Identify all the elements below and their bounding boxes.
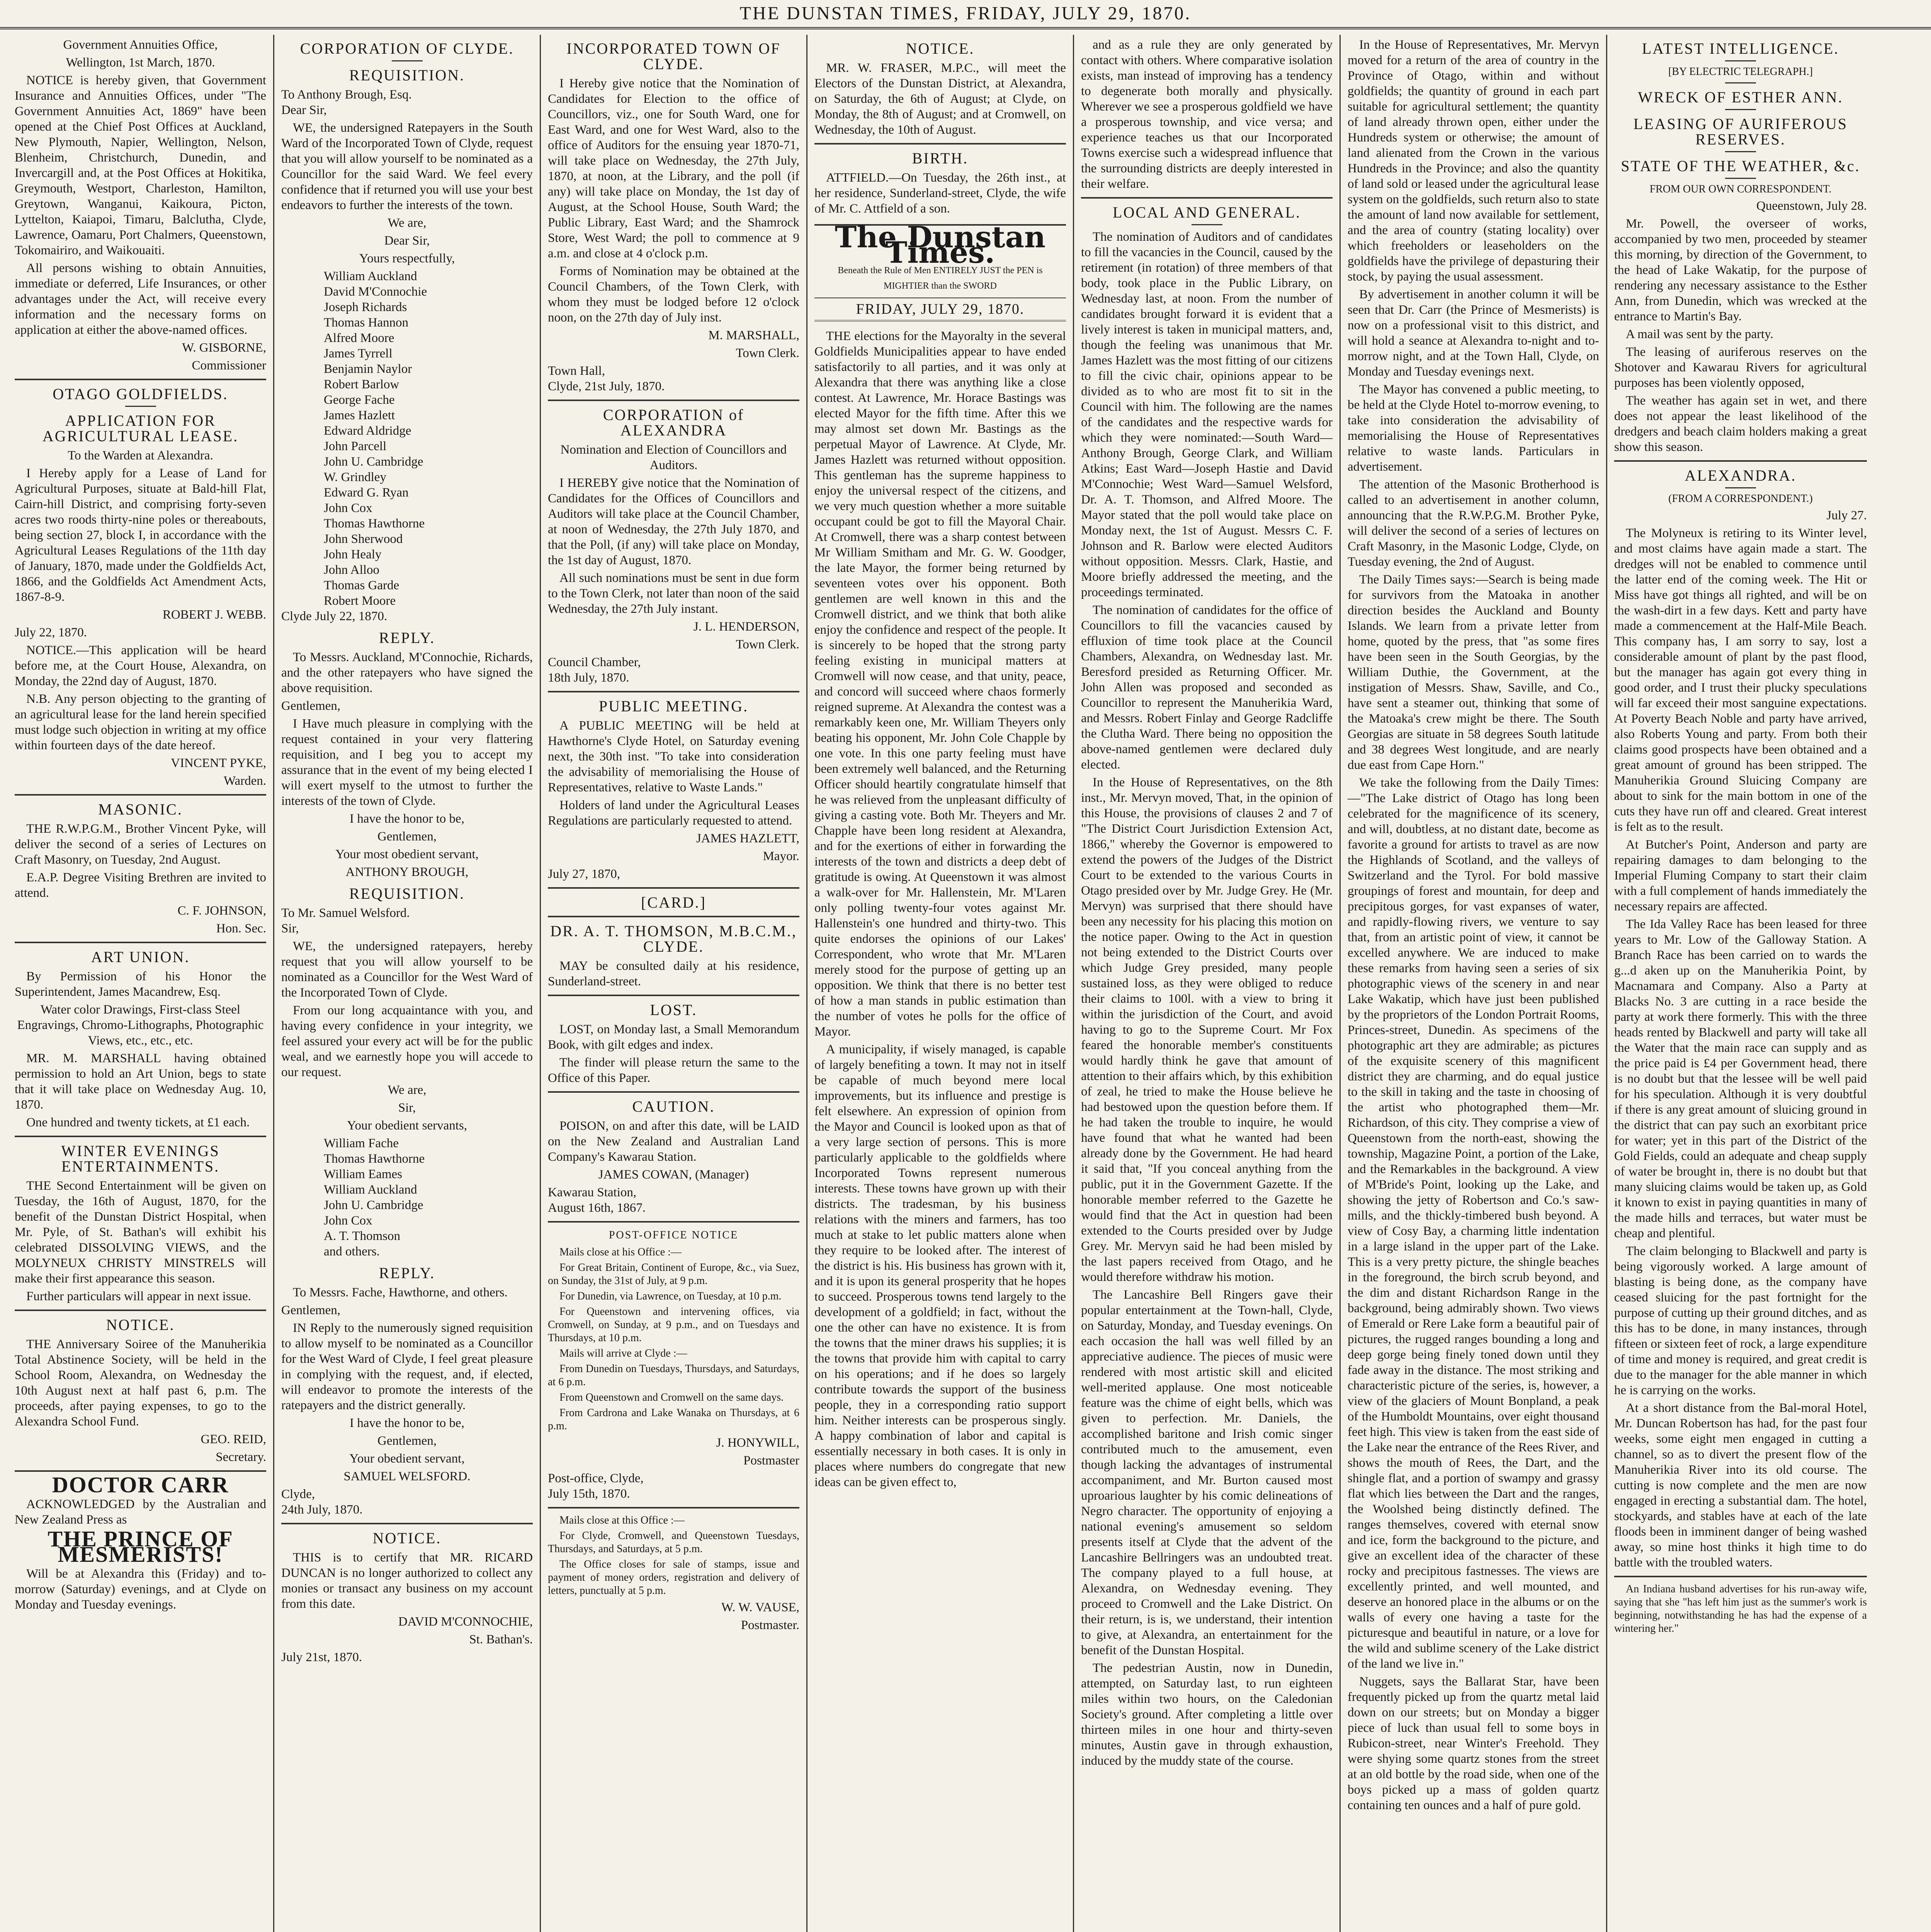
separator xyxy=(15,1470,266,1472)
news-paragraph: The attention of the Masonic Brotherhood is called to an advertisement in another column, announcing that the R.W.P.G.M. Brother Pyke, will deliver the second of a series of lectures on Craft Masonry, in the Masonic Lodge, Clyde, on Tuesday evening, the 2nd of August. xyxy=(1348,478,1599,569)
separator xyxy=(548,916,799,917)
ad-place: Town Hall, xyxy=(548,364,605,378)
signatory-name: George Fache xyxy=(324,393,395,407)
ad-closing: Your most obedient servant, xyxy=(335,847,479,861)
signatory-name: David M'Connochie xyxy=(324,285,427,299)
ad-signature: W. GISBORNE, xyxy=(182,341,266,355)
ad-body: POISON, on and after this date, will be LAID on the New Zealand and Australian Land Company's Kawarau Station. xyxy=(548,1119,799,1164)
news-paragraph: At Butcher's Point, Anderson and party are repairing damages to dam belonging to the Imperial Fluming Company to start their claim with a full complement of hands immediately the necessary repairs are affected. xyxy=(1614,838,1867,913)
ad-body: Further particulars will appear in next issue. xyxy=(26,1289,251,1303)
signatory-name: William Eames xyxy=(324,1167,403,1181)
signatory-name: William Fache xyxy=(324,1136,399,1150)
post-office-line: For Great Britain, Continent of Europe, &c., via Suez, on Sunday, the 31st of July, at 9 p.m. xyxy=(548,1262,799,1287)
short-rule xyxy=(392,60,423,61)
ad-closing: Gentlemen, xyxy=(377,830,437,844)
separator xyxy=(1614,1576,1867,1577)
columns xyxy=(8,35,1923,1932)
ad-address: To Messrs. Fache, Hawthorne, and others. xyxy=(293,1286,508,1299)
separator xyxy=(15,379,266,380)
ad-body: IN Reply to the numerously signed requisition to allow myself to be nominated as a Councillor for the West Ward of Clyde, I feel great pleasure in complying with the request, and, if elected, will endeavor to promote the interests of the ratepayers and the district generally. xyxy=(281,1321,533,1412)
news-paragraph: The leasing of auriferous reserves on the Shotover and Kawarau Rivers for agricultural purposes has been violently opposed, xyxy=(1614,345,1867,390)
article-paragraph: THE elections for the Mayoralty in the several Goldfields Municipalities appear to have ended satisfactorily to all parties, and it was only at Alexandra that there was anything like a close contest. At Lawrence, Mr. Horace Bastings was elected Mayor for the fifth time. After this we may almost set down Mr. Bastings as the perpetual Mayor of Lawrence. At Clyde, Mr. James Hazlett was returned without opposition. This gentleman has the supreme happiness to enjoy the universal respect of the citizens, and we very much question whether a more suitable occupant could be got to fill the Mayoral Chair. At Cromwell, there was a sharp contest between Mr William Smitham and Mr. G. W. Goodger, the late Mayor, the former being returned by seventeen votes over his opponent. Both gentlemen are well known in this and the Cromwell district, and we think that both alike enjoy the confidence and respect of the people. It is sincerely to be hoped that the strong party feeling existing in municipal matters at Cromwell will now cease, and that unity, peace, and concord will succeed where chaos formerly reigned supreme. At Alexandra the contest was a remarkably keen one, Mr. William Theyers only beating his opponent, Mr. John Cole Chapple by one vote. In this one party feeling must have been extremely well balanced, and the Returning Officer should heartily congratulate himself that he was relieved from the unpleasant difficulty of giving a casting vote. Both Mr. Theyers and Mr. Chapple have been long resident at Alexandra, and for the exertions of either in forwarding the interests of the town and districts a deep debt of gratitude is owing. At Queenstown it was almost a walk-over for Mr. Hallenstein, Mr. M'Laren only polling twenty-four votes against Mr. Hallenstein's one hundred and thirty-two. This quite endorses the opinions of our Lakes' Correspondent, who wrote that Mr. M'Laren merely stood for the purpose of getting up an opposition. We think that there is no better test of how a man stands in public estimation than the number of votes he polls for the office of Mayor. xyxy=(814,329,1066,1039)
page-header: THE DUNSTAN TIMES, FRIDAY, JULY 29, 1870. xyxy=(0,0,1931,29)
post-office-line: Mails close at his Office :— xyxy=(559,1246,682,1258)
ad-closing: We are, xyxy=(388,1083,427,1097)
ad-closing: Gentlemen, xyxy=(377,1434,437,1448)
editorial-article xyxy=(814,328,1066,1490)
ad-signature-title: Postmaster. xyxy=(741,1618,799,1632)
ad-closing: Sir, xyxy=(398,1101,416,1115)
section-heading: BIRTH. xyxy=(912,150,969,167)
separator xyxy=(548,995,799,996)
column-3 xyxy=(541,35,807,1932)
signatory-name: W. Grindley xyxy=(324,470,386,484)
ad-body: THIS is to certify that MR. RICARD DUNCAN is no longer authorized to collect any monies or transact any business on my account from this date. xyxy=(281,1551,533,1611)
ad-heading: Government Annuities Office, xyxy=(63,38,218,52)
short-rule xyxy=(1192,224,1222,225)
ad-body: Holders of land under the Agricultural Leases Regulations are particularly requested to attend. xyxy=(548,798,799,828)
signatory-name: Robert Barlow xyxy=(324,378,399,391)
ad-signature: DAVID M'CONNOCHIE, xyxy=(398,1615,533,1629)
local-news xyxy=(1081,229,1333,1769)
ad-signature-title: Hon. Sec. xyxy=(216,922,266,935)
section-heading: CAUTION. xyxy=(632,1098,715,1115)
ad-closing: We are, xyxy=(388,216,427,230)
ad-address: To Mr. Samuel Welsford. xyxy=(281,906,410,920)
ad-address: To Anthony Brough, Esq. xyxy=(281,88,412,102)
column-2 xyxy=(274,35,541,1932)
signatory-name: Thomas Hawthorne xyxy=(324,1152,425,1166)
ad-body: Will be at Alexandra this (Friday) and to-morrow (Saturday) evenings, and at Clyde on Monday and Tuesday evenings. xyxy=(15,1567,266,1612)
section-heading: NOTICE. xyxy=(906,40,975,57)
news-paragraph: In the House of Representatives, Mr. Mervyn moved for a return of the area of country in the Province of Otago, within and without goldfields; the quantity of ground in each part suitable for agricultural settlement; the quantity of land already thrown open, either under the Hundreds system or otherwise; the amount of land alienated from the Crown in the various Hundreds in the Province; and also the quantity of land sold or leased under the agricultural lease system on the goldfields, such return also to state the amount of land now available for settlement, and the area of country (stating locality) over which freeholders or leaseholders on the goldfields have the privilege of depasturing their stock, by paying the usual assessment. xyxy=(1348,38,1599,284)
signatory-name: Edward G. Ryan xyxy=(324,486,409,500)
section-subheading: FROM OUR OWN CORRESPONDENT. xyxy=(1649,183,1832,195)
ad-date: July 15th, 1870. xyxy=(548,1487,630,1501)
short-rule xyxy=(1725,82,1756,83)
signatory-name: James Hazlett xyxy=(324,408,395,422)
section-heading: LOCAL AND GENERAL. xyxy=(1113,204,1301,221)
article-paragraph: and as a rule they are only generated by contact with others. Where comparative isolation exists, man instead of improving has a tendency to degenerate both morally and physically. Wherever we see a prosperous goldfield we have a prosperous township, and vice versa; and experience teaches us that our Incorporated Towns exercise such a widespread influence that the surrounding districts are deeply interested in their welfare. xyxy=(1081,38,1333,191)
ad-address: To the Warden at Alexandra. xyxy=(68,449,213,463)
signatory-name: John Healy xyxy=(324,548,382,561)
ad-signature-title: Town Clerk. xyxy=(736,638,799,651)
post-office-list xyxy=(548,1246,799,1433)
news-paragraph: At a short distance from the Bal-moral Hotel, Mr. Duncan Robertson has had, for the past four weeks, some eight men engaged in cutting a channel, so as to divert the present flow of the Manuherikia River into its old course. The cutting is now complete and the men are now engaged in erecting a substantial dam. The hotel, stockyards, and stables have at each of the late floods been in imminent danger of being washed away, so mine host thinks it high time to do battle with the troubled waters. xyxy=(1614,1401,1867,1570)
ad-signature-title: Mayor. xyxy=(763,849,799,863)
signatory-name: Edward Aldridge xyxy=(324,424,411,438)
section-heading: WINTER EVENINGS ENTERTAINMENTS. xyxy=(61,1142,220,1175)
post-office-line: The Office closes for sale of stamps, issue and payment of money orders, registration and delivery of letters, punctually at 5 p.m. xyxy=(548,1558,799,1597)
ad-signature: SAMUEL WELSFORD. xyxy=(343,1469,471,1483)
section-heading: NOTICE. xyxy=(372,1529,442,1547)
news-paragraph: The Mayor has convened a public meeting, to be held at the Clyde Hotel to-morrow evening, to take into consideration the advisability of memorialising the House of Representatives relative to waste lands. Particulars in advertisement. xyxy=(1348,383,1599,474)
post-office-line: From Cardrona and Lake Wanaka on Thursdays, at 6 p.m. xyxy=(548,1407,799,1432)
section-heading: REQUISITION. xyxy=(349,66,465,84)
ad-body: WE, the undersigned Ratepayers in the South Ward of the Incorporated Town of Clyde, request that you will allow yourself to be nominated as a Councillor for the said Ward. We feel every confidence that if returned you will use your best endeavors to further the interests of the town. xyxy=(281,121,533,212)
news-paragraph: Mr. Powell, the overseer of works, accompanied by two men, proceeded by steamer this morning, by direction of the Government, to the head of Lake Wakatip, for the purpose of rendering any necessary assistance to the Esther Ann, from Dunedin, which was wrecked at the entrance to Martin's Bay. xyxy=(1614,217,1867,323)
ad-body: The finder will please return the same to the Office of this Paper. xyxy=(548,1056,799,1085)
signatory-list xyxy=(281,269,533,609)
news-snippet: An Indiana husband advertises for his run-away wife, saying that she "has left him just as the summer's work is beginning, notwithstanding he has had the expense of a wintering her." xyxy=(1614,1583,1867,1634)
separator xyxy=(15,942,266,943)
ad-body: All persons wishing to obtain Annuities, immediate or deferred, Life Insurances, or other advantages under the Act, will receive every information and the necessary forms on application at either the above-named offices. xyxy=(15,261,266,337)
signatory-name: Robert Moore xyxy=(324,594,396,608)
queenstown-news xyxy=(1614,216,1867,455)
ad-date: August 16th, 1867. xyxy=(548,1201,646,1215)
section-heading: REPLY. xyxy=(379,629,435,646)
section-heading: POST-OFFICE NOTICE xyxy=(609,1229,739,1241)
section-heading: STATE OF THE WEATHER, &c. xyxy=(1621,157,1860,175)
ad-body: N.B. Any person objecting to the granting of an agricultural lease for the land herein specified must lodge such objection in writing at my office within fourteen days of the date hereof. xyxy=(15,692,266,752)
ad-headline: THE PRINCE OF MESMERISTS! xyxy=(48,1526,233,1567)
ad-date: July 27, 1870, xyxy=(548,867,620,881)
news-paragraph: The claim belonging to Blackwell and party is being vigorously worked. A large amount of blasting is being done, as the company have ceased sluicing for the past fortnight for the purpose of cutting up their ground ditches, and as this has to be done, in many instances, through fifteen or sixteen feet of rock, a large expenditure of time and money is required, and great credit is due to the manager for the able manner in which he is carrying on the works. xyxy=(1614,1244,1867,1397)
signatory-name: John U. Cambridge xyxy=(324,455,423,469)
ad-body: MR. W. FRASER, M.P.C., will meet the Electors of the Dunstan District, at Alexandra, on Saturday, the 6th of August; at Clyde, on Monday, the 8th of August; and at Cromwell, on Wednesday, the 10th of August. xyxy=(814,61,1066,137)
section-heading: LATEST INTELLIGENCE. xyxy=(1642,40,1839,57)
ad-date: Clyde July 22, 1870. xyxy=(281,609,388,623)
news-paragraph: By advertisement in another column it will be seen that Dr. Carr (the Prince of Mesmerists) is now on a professional visit to this district, and will hold a seance at Alexandra to-night and to-morrow night, and at the Town Hall, Clyde, on Monday and Tuesday evenings next. xyxy=(1348,287,1599,379)
ad-closing: Your obedient servant, xyxy=(349,1452,465,1466)
news-paragraph: The Lancashire Bell Ringers gave their popular entertainment at the Town-hall, Clyde, on Saturday, Monday, and Tuesday evenings. On each occasion the hall was well filled by an appreciative audience. The pieces of music were rendered with most artistic skill and elicited well-merited applause. One most noticeable feature was the chime of eight bells, which was given to perfection. Mr. Daniels, the accomplished baritone and Irish comic singer contributed much to the amusement, even though lacking the advantages of instrumental accompaniment, and Mr. Burton caused most uproarious laughter by his comic delineations of Negro character. The opportunity of enjoying a national evening's amusement so seldom presents itself at Clyde that the advent of the Lancashire Bellringers was an undoubted treat. The company played to a full house, at Alexandra, on Wednesday evening. They proceed to Cromwell and the Lake District. On their return, is is, we understand, their intention to give, at Alexandra, an entertainment for the benefit of the Dunstan Hospital. xyxy=(1081,1288,1333,1657)
ad-signature-title: Postmaster xyxy=(743,1454,799,1468)
signatory-name: William Auckland xyxy=(324,1183,417,1197)
ad-body: MAY be consulted daily at his residence, Sunderland-street. xyxy=(548,959,799,988)
article-paragraph: A municipality, if wisely managed, is capable of largely benefiting a town. It may not in itself be capable of much beyond mere local improvements, but its influence and prestige is felt elsewhere. An expression of opinion from the Mayor and Council is looked upon as that of a very large section of persons. This is more particularly applicable to the goldfields where Incorporated Towns represent numerous interests. These towns have grown up with their districts. The tradesman, by his business relations with the miners and farmers, has too much at stake to let public matters alone when they require to be looked after. The interest of the district is his. His business has grown with it, and it is upon its general prosperity that he hopes to succeed. Prosperous towns tend largely to the development of a goldfield; in fact, without the one the other can have no existence. It is from the towns that the miner draws his supplies; it is the towns that provide him with capital to carry on his operations; and if he does so largely contribute towards the support of the business people, they in a corresponding ratio support him. Neither interests can be prosperous singly. A happy combination of labor and capital is essentially necessary in both cases. It is only in places where numbers do congregate that new ideas can be given effect to, xyxy=(814,1043,1066,1489)
signatory-name: John Cox xyxy=(324,501,372,515)
ad-headline: DOCTOR CARR xyxy=(52,1472,229,1497)
short-rule xyxy=(1725,151,1756,152)
signatory-name: Benjamin Naylor xyxy=(324,362,412,376)
section-heading: WRECK OF ESTHER ANN. xyxy=(1638,88,1843,106)
ad-body: I Hereby give notice that the Nomination of Candidates for Election to the office of Councillors, viz., one for South Ward, one for East Ward, and one for West Ward, also to the office of Auditors for the ensuing year 1870-71, will take place on Wednesday, the 27th July, 1870, at noon, at the Library, and the poll (if any) will take place on Monday, the 1st day of August, at the School House, South Ward; the Public Library, East Ward; and the Shamrock Store, West Ward; the poll to commence at 9 a.m. and close at 4 o'clock p.m. xyxy=(548,77,799,260)
section-subheading: [BY ELECTRIC TELEGRAPH.] xyxy=(1668,66,1813,78)
short-rule xyxy=(125,406,156,407)
ad-signature-title: Commissioner xyxy=(192,359,266,372)
signatory-name: William Auckland xyxy=(324,269,417,283)
ad-body: All such nominations must be sent in due form to the Town Clerk, not later than noon of the said Wednesday, the 27th July instant. xyxy=(548,571,799,616)
news-paragraph: The Daily Times says:—Search is being made for survivors from the Matoaka in another direction besides the Auckland and Bounty Islands. We learn from a private letter from home, quoted by the press, that "as some fires have been seen in the South Georgias, by the William Duthie, the Government, at the instigation of Messrs. Shaw, Saville, and Co., have sent a steamer out, thinking that some of the Matoaka's crew might be there. The South Georgias are situate in 58 degrees South latitude and 38 degrees West longitude, and are nearly due east from Cape Horn." xyxy=(1348,573,1599,772)
ad-closing: Dear Sir, xyxy=(384,234,430,248)
section-heading: OTAGO GOLDFIELDS. xyxy=(53,385,228,403)
ad-closing: I have the honor to be, xyxy=(350,812,464,826)
ad-signature: M. MARSHALL, xyxy=(708,328,799,342)
ad-body: I Hereby apply for a Lease of Land for Agricultural Purposes, situate at Bald-hill Flat, Cairn-hill District, and comprising forty-seven acres two roods thirty-nine poles or thereabouts, being section 27, block I, in accordance with the Agricultural Leases Regulations of the 11th day of January, 1870, made under the Goldfields Act, 1866, and the Goldfields Act Amendment Acts, 1867-8-9. xyxy=(15,466,266,604)
section-heading: LEASING OF AURIFEROUS RESERVES. xyxy=(1633,115,1848,148)
ad-closing: Your obedient servants, xyxy=(347,1119,467,1133)
ad-signature-title: St. Bathan's. xyxy=(469,1633,533,1646)
ad-body: NOTICE.—This application will be heard before me, at the Court House, Alexandra, on Monday, the 22nd day of August, 1870. xyxy=(15,643,266,688)
section-heading: ALEXANDRA. xyxy=(1685,467,1797,484)
section-heading: PUBLIC MEETING. xyxy=(598,697,749,715)
ad-body: THE Anniversary Soiree of the Manuherikia Total Abstinence Society, will be held in the School Room, Alexandra, on Wednesday the 10th August next at half past 6, p.m. The proceeds, after paying expenses, to go to the Alexandra School Fund. xyxy=(15,1337,266,1429)
post-office-line: For Clyde, Cromwell, and Queenstown Tuesdays, Thursdays, and Saturdays, at 5 p.m. xyxy=(548,1530,799,1555)
signatory-name: Alfred Moore xyxy=(324,331,394,345)
ad-place: Council Chamber, xyxy=(548,655,641,669)
ad-body: One hundred and twenty tickets, at £1 each. xyxy=(26,1116,250,1129)
column-7 xyxy=(1607,35,1874,1932)
separator xyxy=(15,1136,266,1137)
ad-date: July 21st, 1870. xyxy=(281,1650,362,1664)
column-1 xyxy=(8,35,274,1932)
short-rule xyxy=(1725,487,1756,488)
ad-signature: J. HONYWILL, xyxy=(716,1436,799,1450)
ad-signature-title: Town Clerk. xyxy=(736,346,799,360)
ad-items: Water color Drawings, First-class Steel Engravings, Chromo-Lithographs, Photographic Views, etc., etc., etc. xyxy=(17,1003,264,1048)
section-heading: ART UNION. xyxy=(91,948,190,966)
separator xyxy=(15,1310,266,1311)
ad-place: Kawarau Station, xyxy=(548,1185,637,1199)
ad-place: Clyde, xyxy=(281,1487,315,1501)
column-5 xyxy=(1074,35,1341,1932)
ad-signature: C. F. JOHNSON, xyxy=(177,904,266,918)
ad-body: THE Second Entertainment will be given on Tuesday, the 16th of August, 1870, for the benefit of the Dunstan District Hospital, when Mr. Pyle, of St. Bathan's will exhibit his celebrated DISSOLVING VIEWS, and the MOLYNEUX CHRISTY MINSTRELS will make their first appearance this season. xyxy=(15,1179,266,1286)
post-office-line: For Queenstown and intervening offices, via Cromwell, on Sunday, at 9 p.m., and on Tuesdays and Thursdays, at 10 p.m. xyxy=(548,1306,799,1344)
section-heading: REQUISITION. xyxy=(349,885,465,902)
short-rule xyxy=(1725,109,1756,110)
signatory-name: Joseph Richards xyxy=(324,300,407,314)
news-paragraph: In the House of Representatives, on the 8th inst., Mr. Mervyn moved, That, in the opinion of this House, the provisions of clauses 2 and 7 of "The District Court Jurisdiction Extension Act, 1866," whereby the Governor is empowered to extend the powers of the Judges of the District Court to be extended to the various Courts in Otago presided over by Mr. Judge Grey. He (Mr. Mervyn) was surprised that there should have been any necessity for his placing this motion on the notice paper. Owing to the Act in question not being extended to the District Courts over which Judge Grey presided, many people sustained loss, as they were obliged to reduce their claims to 100l. with a view to bring it within the jurisdiction of the Court, and avoid having to go to the Supreme Court. Mr Fox feared the honorable member's constituents would hardly think he gave that amount of attention to their affairs which, by this exhibition of zeal, he tried to make the House believe he had bestowed upon the question before them. If he had taken the trouble to inquire, he would have found that what he wanted had been already done by the Government. He had heard it said that, "If you conceal anything from the public, put it in the Government Gazette. If the honorable member referred to the Gazette he would find that the Act in question had been extended to the Courts presided over by Judge Grey. Mr. Mervyn said he had been misled by the last papers received from Otago, and he would therefore withdraw his motion. xyxy=(1081,776,1333,1284)
separator xyxy=(548,691,799,692)
short-rule xyxy=(1725,178,1756,179)
separator xyxy=(281,1523,533,1524)
section-heading: [CARD.] xyxy=(641,894,706,911)
ad-closing: I have the honor to be, xyxy=(350,1416,464,1430)
masthead-motto: Beneath the Rule of Men ENTIRELY JUST the PEN is MIGHTIER than the SWORD xyxy=(838,265,1043,291)
signatory-name: John Cox xyxy=(324,1214,372,1228)
ad-body: E.A.P. Degree Visiting Brethren are invited to attend. xyxy=(15,871,266,900)
column-4 xyxy=(807,35,1074,1932)
signatory-name: Thomas Hawthorne xyxy=(324,517,425,531)
dateline: Queenstown, July 28. xyxy=(1756,199,1867,213)
section-heading: CORPORATION OF CLYDE. xyxy=(300,40,514,57)
signatory-name: John Parcell xyxy=(324,439,387,453)
column-6 xyxy=(1341,35,1607,1932)
separator xyxy=(548,400,799,401)
ad-date: 18th July, 1870. xyxy=(548,671,629,685)
post-office-list xyxy=(548,1514,799,1597)
separator xyxy=(548,1507,799,1509)
ad-body: I HEREBY give notice that the Nomination of Candidates for the Offices of Councillors and Auditors will take place at the Council Chamber, at noon of Wednesday, the 27th July 1870, and that the Poll, (if any) will take place on Monday, the 1st day of August, 1870. xyxy=(548,476,799,567)
post-office-line: Mails will arrive at Clyde :— xyxy=(559,1347,687,1359)
ad-signature: W. W. VAUSE, xyxy=(721,1600,799,1614)
section-subheading: (FROM A CORRESPONDENT.) xyxy=(1668,493,1813,505)
ad-date: Clyde, 21st July, 1870. xyxy=(548,379,665,393)
local-news-continued xyxy=(1348,37,1599,1813)
separator xyxy=(814,143,1066,145)
section-heading: LOST. xyxy=(650,1001,697,1019)
dateline: July 27. xyxy=(1826,509,1867,522)
ad-signature: ANTHONY BROUGH, xyxy=(345,865,469,879)
signatory-name: Thomas Hannon xyxy=(324,316,409,330)
signatory-name: A. T. Thomson xyxy=(324,1229,401,1243)
signatory-name: John Sherwood xyxy=(324,532,403,546)
news-paragraph: The pedestrian Austin, now in Dunedin, attempted, on Saturday last, to run eighteen miles within two hours, on the Caledonian Society's ground. After completing a little over thirteen miles in one hour and thirty-seven minutes, Austin gave in through exhaustion, induced by the muddy state of the course. xyxy=(1081,1661,1333,1768)
post-office-line: For Dunedin, via Lawrence, on Tuesday, at 10 p.m. xyxy=(559,1290,782,1302)
separator xyxy=(15,794,266,796)
section-heading: INCORPORATED TOWN OF CLYDE. xyxy=(566,40,781,73)
ad-subheading: Nomination and Election of Councillors and Auditors. xyxy=(560,443,787,472)
section-heading: APPLICATION FOR AGRICULTURAL LEASE. xyxy=(42,412,239,445)
signatory-name: James Tyrrell xyxy=(324,347,393,361)
ad-body: WE, the undersigned ratepayers, hereby request that you will allow yourself to be nominated as a Councillor for the West Ward of the Incorporated Town of Clyde. xyxy=(281,939,533,1000)
signatory-name: John Alloo xyxy=(324,563,379,577)
ad-signature: JAMES COWAN, (Manager) xyxy=(598,1168,749,1182)
signatory-name: John U. Cambridge xyxy=(324,1198,423,1212)
ad-signature: JAMES HAZLETT, xyxy=(696,832,799,845)
section-heading: MASONIC. xyxy=(98,801,183,818)
section-heading: CORPORATION of ALEXANDRA xyxy=(603,406,745,439)
ad-signature: VINCENT PYKE, xyxy=(171,756,266,770)
section-heading: DR. A. T. THOMSON, M.B.C.M., CLYDE. xyxy=(550,922,797,955)
ad-body: LOST, on Monday last, a Small Memorandum Book, with gilt edges and index. xyxy=(548,1022,799,1052)
ad-place: Wellington, 1st March, 1870. xyxy=(66,56,215,70)
alexandra-news xyxy=(1614,526,1867,1570)
section-heading: REPLY. xyxy=(379,1264,435,1282)
ad-body: THE R.W.P.G.M., Brother Vincent Pyke, will deliver the second of a series of Lectures on Craft Masonry, on Tuesday, 2nd August. xyxy=(15,822,266,867)
signatory-name: Thomas Garde xyxy=(324,578,399,592)
post-office-line: Mails close at this Office :— xyxy=(559,1514,685,1526)
ad-signature-title: Warden. xyxy=(223,774,266,788)
news-paragraph: The nomination of Auditors and of candidates to fill the vacancies in the Council, caused by the retirement (in rotation) of three members of that body, took place in the Public Library, on Wednesday last, at noon. From the number of candidates brought forward it is evident that a lively interest is taken in municipal matters, and, though the feeling was unanimous that Mr. James Hazlett was the most fitting of our citizens to fill the civic chair, opinions appear to be divided as to who are most fit to sit in the Council with him. The following are the names of the candidates and the respective wards for which they were nominated:—South Ward—Anthony Brough, George Clark, and William Atkins; East Ward—Joseph Hastie and David M'Connochie; West Ward—Samuel Welsford, Dr. A. T. Thomson, and Alfred Moore. The Mayor stated that the poll would take place on Monday next, the 1st of August. Messrs C. F. Johnson and R. Barlow were elected Auditors without opposition. Messrs. Clark, Hastie, and Moore briefly addressed the meeting, and the proceedings terminated. xyxy=(1081,230,1333,599)
news-paragraph: The Ida Valley Race has been leased for three years to Mr. Low of the Galloway Station. A Branch Race has been carried on to wards the g...d aken up on the Manuherikia Point, by Macnamara and Company. Also a Party at Blacks No. 3 are cutting in a race beside the party at work there formerly. This with the three heads rented by Blackwell and party will take all the Water that the main race can supply and as the price paid is £4 per Government head, there is no doubt but that the lessee will be well paid for his speculation. Although it is very doubtful if there is any great amount of sluicing ground in the district that can pay such an exorbitant price for water; yet in this part of the District of the Gold Fields, could an adequate and cheap supply of water be brought in, there is no doubt but that many sluicing claims would be taken up, as Gold it known to exist in paying quantities in many of the made hills and terraces, but water must be cheap and plentiful. xyxy=(1614,917,1867,1240)
ad-signature-title: Secretary. xyxy=(216,1450,266,1464)
news-paragraph: The nomination of candidates for the office of Councillors to fill the vacancies caused by effluxion of time took place at the Council Chambers, Alexandra, on Wednesday last. Mr. Beresford presided as Returning Officer. Mr. John Allen was proposed and seconded as Councillor to represent the Manuherikia Ward, and Messrs. Robert Finlay and George Radcliffe the Clutha Ward. There being no opposition the above-named gentlemen were declared duly elected. xyxy=(1081,603,1333,772)
ad-body: ACKNOWLEDGED by the Australian and New Zealand Press as xyxy=(15,1497,266,1527)
separator xyxy=(548,1221,799,1223)
ad-body: By Permission of his Honor the Superintendent, James Macandrew, Esq. xyxy=(15,969,266,999)
ad-signature: J. L. HENDERSON, xyxy=(693,620,799,634)
ad-body: ATTFIELD.—On Tuesday, the 26th inst., at her residence, Sunderland-street, Clyde, the wife of Mr. C. Attfield of a son. xyxy=(814,171,1066,216)
ad-body: From our long acquaintance with you, and having every confidence in your integrity, we feel assured your every act will be for the public weal, and we earnestly hope you will accede to our request. xyxy=(281,1003,533,1079)
news-paragraph: The Molyneux is retiring to its Winter level, and most claims have again made a start. The dredges will not be enabled to commence until the latter end of the coming week. The Hit or Miss have got things all righted, and will be on the wash-dirt in a few days. Kett and party have made a commencement at the Half-Mile Beach. This company has, I am sorry to say, lost a considerable amount of plant by the past flood, but the manager has again got every thing in good order, and I trust their plucky speculations will far exceed their most sanguine expectations. At Poverty Beach Noble and party have arrived, also Roberts Young and party. From both their claims good prospects have been obtained and a great amount of ground has been stripped. The Manuherikia Ground Sluicing Company are about to sink for the main bottom in one of the cuts they have run off and cleared. Great interest is felt as to the result. xyxy=(1614,526,1867,834)
ad-body: MR. M. MARSHALL having obtained permission to hold an Art Union, begs to state that it will take place on Wednesday Aug. 10, 1870. xyxy=(15,1051,266,1112)
ad-date: July 22, 1870. xyxy=(15,626,87,639)
short-rule xyxy=(1725,60,1756,61)
ad-salutation: Gentlemen, xyxy=(281,1303,341,1317)
issue-date: FRIDAY, JULY 29, 1870. xyxy=(814,298,1066,321)
ad-place: Post-office, Clyde, xyxy=(548,1471,644,1485)
editorial-continuation xyxy=(1081,37,1333,192)
ad-address: To Messrs. Auckland, M'Connochie, Richards, and the other ratepayers who have signed the above requisition. xyxy=(281,650,533,695)
ad-salutation: Sir, xyxy=(281,922,299,935)
separator xyxy=(548,1091,799,1093)
ad-body: Forms of Nomination may be obtained at the Council Chambers, of the Town Clerk, with whom they must be lodged before 12 o'clock noon, on the 27th day of July inst. xyxy=(548,264,799,325)
news-paragraph: The weather has again set in wet, and there does not appear the least likelihood of the dredgers and beach claim holders making a great show this season. xyxy=(1614,394,1867,454)
signatory-name: and others. xyxy=(324,1245,380,1259)
ad-date: 24th July, 1870. xyxy=(281,1503,363,1517)
separator xyxy=(1614,460,1867,462)
post-office-line: From Queenstown and Cromwell on the same days. xyxy=(559,1391,784,1403)
section-heading: NOTICE. xyxy=(106,1316,175,1333)
ad-salutation: Dear Sir, xyxy=(281,103,327,117)
ad-salutation: Gentlemen, xyxy=(281,699,341,713)
ad-signature: ROBERT J. WEBB. xyxy=(162,608,266,622)
ad-signature: GEO. REID, xyxy=(201,1432,266,1446)
ad-body: NOTICE is hereby given, that Government Insurance and Annuities Offices, under "The Government Annuities Act, 1869" have been opened at the Chief Post Offices at Auckland, New Plymouth, Napier, Wellington, Nelson, Blenheim, Christchurch, Dunedin, and Invercargill and, at the Post Offices at Hokitika, Greymouth, Westport, Charleston, Hamilton, Greytown, Wanganui, Kaikoura, Picton, Lyttelton, Kaiapoi, Timaru, Balclutha, Clyde, Lawrence, Oamaru, Port Chalmers, Queenstown, Tokomairiro, and Waikouaiti. xyxy=(15,73,266,257)
news-paragraph: Nuggets, says the Ballarat Star, have been frequently picked up from the quartz metal laid down on our streets; but on Monday a bigger piece of luck than usual fell to some boys in Rubicon-street, near Winter's Freehold. They were shying some quartz stones from the street at an old bottle by the road side, when one of the boys picked up a mass of golden quartz containing ten ounces and a half of pure gold. xyxy=(1348,1675,1599,1812)
separator xyxy=(548,887,799,889)
ad-closing: Yours respectfully, xyxy=(359,252,455,265)
ad-body: I Have much pleasure in complying with the request contained in your very flattering requisition, and I beg you to accept my assurance that in the event of my being elected I will exert myself to the utmost to further the interests of the town of Clyde. xyxy=(281,717,533,808)
newspaper-masthead: The Dunstan Times. xyxy=(814,224,1066,260)
news-paragraph: We take the following from the Daily Times:—"The Lake district of Otago has long been celebrated for the magnificence of its scenery, and will, doubtless, at no distant date, become as favorite a ground for artists to travel as are now the Highlands of Scotland, and the valleys of Switzerland and the Tyrol. For bold massive groupings of forest and mountain, for deep and precipitous gorges, for vast expanses of water, and rapidly-flowing rivers, we venture to say that, from an artistic point of view, it cannot be excelled anywhere. We are induced to make these remarks from having seen a series of six photographic views of the scenery in and near Lake Wakatip, which have just been published by the proprietors of the London Portrait Rooms, Princes-street, Dunedin. As specimens of the photographic art they are admirable; as pictures of the exquisite scenery of this magnificent district they are charming, and do equal justice to the skill in taking and the taste in choosing of the artist who photographed them—Mr. Richardson, of this city. They comprise a view of Queenstown from the north-east, showing the township, Magazine Point, a portion of the Lake, and the Remarkables in the background. A view of M'Bride's Point, looking up the Lake, and showing the jetty of Robertson and Co.'s saw-mills, and the thickly-timbered bush beyond. A view of Cosy Bay, a charming little indentation in a large island in the upper part of the Lake. This is a very pretty picture, the shingle beaches in the foreground, the birch scrub beyond, and the dim and distant Richardson Range in the background, being admirably shown. Two views of Emerald or Rere Lake form a beautiful pair of pictures, the rugged ranges bounding a long and deep gorge being finely toned down until they fade away in the distance. The most striking and characteristic picture of the series, is, however, a view of the glaciers of Mount Bonpland, a peak of the Humboldt Mountains, over eight thousand feet high. This view is taken from the east side of the Lake near the entrance of the Rees River, and shows the mouth of Rees, the Dart, and the shingle flat, and a portion of swampy and grassy flat which lies between the Dart and the ranges, the Woolshed being distinctly defined. The ranges themselves, covered with eternal snow and ice, form the background to the picture, and give an excellent idea of the character of these rocky and precipitous fastnesses. The views are excellently printed, and well mounted, and deserve an honored place in the albums or on the walls of every one having a taste for the picturesque and beautiful in nature, or a love for the wild and sublime scenery of the Lake district of the land we live in." xyxy=(1348,776,1599,1671)
ad-body: A PUBLIC MEETING will be held at Hawthorne's Clyde Hotel, on Saturday evening next, the 30th inst. "To take into consideration the advisability of memorialising the House of Representatives, relative to Waste Lands." xyxy=(548,719,799,794)
news-paragraph: A mail was sent by the party. xyxy=(1626,327,1773,341)
signatory-list xyxy=(281,1136,533,1259)
separator xyxy=(1081,197,1333,199)
post-office-line: From Dunedin on Tuesdays, Thursdays, and Saturdays, at 6 p.m. xyxy=(548,1363,799,1388)
